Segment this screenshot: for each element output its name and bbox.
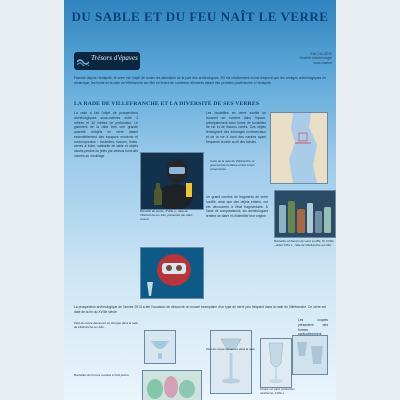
glass-cups-photo [292,335,328,375]
poster [64,0,336,400]
diver2-caption: Pied de coupe découvert en plongée dans la rade de Villefranche-sur-Mer. [74,321,138,329]
vase-caption: Coupe sur pied, production vénitienne, XVIIe s. [260,387,295,395]
poster-title: DU SABLE ET DU FEU NAÎT LE VERRE [71,9,329,24]
stemmed-glass-photo [210,330,252,394]
left-paragraph: La rade a fait l'objet de prospections archéologiques sous-marines entre 3 mètres et 30 mètres de profondeur. Le gisement de la rade livre une grande quantité d'objets en verre datant essentiellement des époques moderne et contemporaine : bouteilles, flacons, fioles, verres à boire, vaisselle de table et objets usuels perdus ou jetés par-dessus bord des navires au mouillage. [74,111,138,158]
section-title: LA RADE DE VILLEFRANCHE ET LA DIVERSITÉ DE SES VERRES [74,101,260,107]
bottles-illustration [275,191,335,237]
diver-with-glass-photo [140,247,204,299]
stem-caption: Pied de coupe découvert dans la rade. [206,347,256,351]
green-glass-illustration [143,371,201,400]
vase-illustration [261,339,291,387]
logo-text: Trésors d'épaves [91,54,138,62]
map-illustration [271,113,327,183]
cups-illustration [293,336,327,374]
bay-map [270,112,328,184]
author-line: Eric DULIÈRE [310,52,332,56]
glass-vase-photo [260,338,292,388]
author-line: sous-marine [313,60,332,65]
intro-paragraph: Fasciné depuis l'Antiquité, le verre est l'objet de toutes les attentions de la part des archéologues. S'il est relativement moins fréquent que les vestiges archéologiques en céramique, les fonds de la rade de Villefranche-sur-Mer en livrent de nombreux éléments datant des périodes postérieures à l'Antiquité. [74,76,326,85]
bowl-illustration [145,331,175,363]
author-credit [282,52,332,65]
wave-icon [77,56,89,66]
middle-paragraph: Les bouteilles en verre soufflé se trouvent en nombre dans l'épave, principalement sous forme de bouteilles de vin et de flacons carrés. Ces objets témoignent des échanges commerciaux et de la vie à bord des navires ayant fréquenté la rade au fil des siècles. [206,111,266,144]
glass-bottles-photo [274,190,336,238]
stem-glass-illustration [211,331,251,393]
glass-bowl-photo [144,330,176,364]
bottom-right-paragraph: Les coupes présentent des formes [298,318,328,332]
map-caption: Carte de la rade de Villefranche, le gisement de la Darse et des zones prospectées. [210,159,255,171]
middle-paragraph-2: Un grand nombre de fragments de verre soufflé, ainsi que des objets entiers, ont été découverts à l'état fragmentaire. À l'aide de comparaisons, les archéologues tentent de dater et d'identifier leur origine. [206,195,268,219]
diver-illustration-2 [141,248,203,298]
logo [74,52,140,70]
bottles-caption: Bouteilles et flacons de verre soufflé, fin XVIIIe - début XIXe s., rade de Villefranche-sur-Mer. [274,239,334,247]
diver-illustration [141,153,203,209]
diver1-caption: Bouteille de poche, XVIIIe s., rade de Villefranche-sur-Mer, présentée par Alain Cassin. [140,209,193,221]
green-caption: Bouteilles de formes ovoïdes à fond pointu. [74,373,130,377]
green-glass-photo [142,370,202,400]
bottom-paragraph: La prospection archéologique de l'année 2013 a été l'occasion de découvrir un nouvel exemplaire d'un type de verre peu fréquent dans la rade de Villefranche. Ce verre est daté de la fin du XVIIIe siècle. [74,305,326,314]
diver-with-bottle-photo [140,152,204,210]
author-line: Société d'archéologie [299,56,332,61]
